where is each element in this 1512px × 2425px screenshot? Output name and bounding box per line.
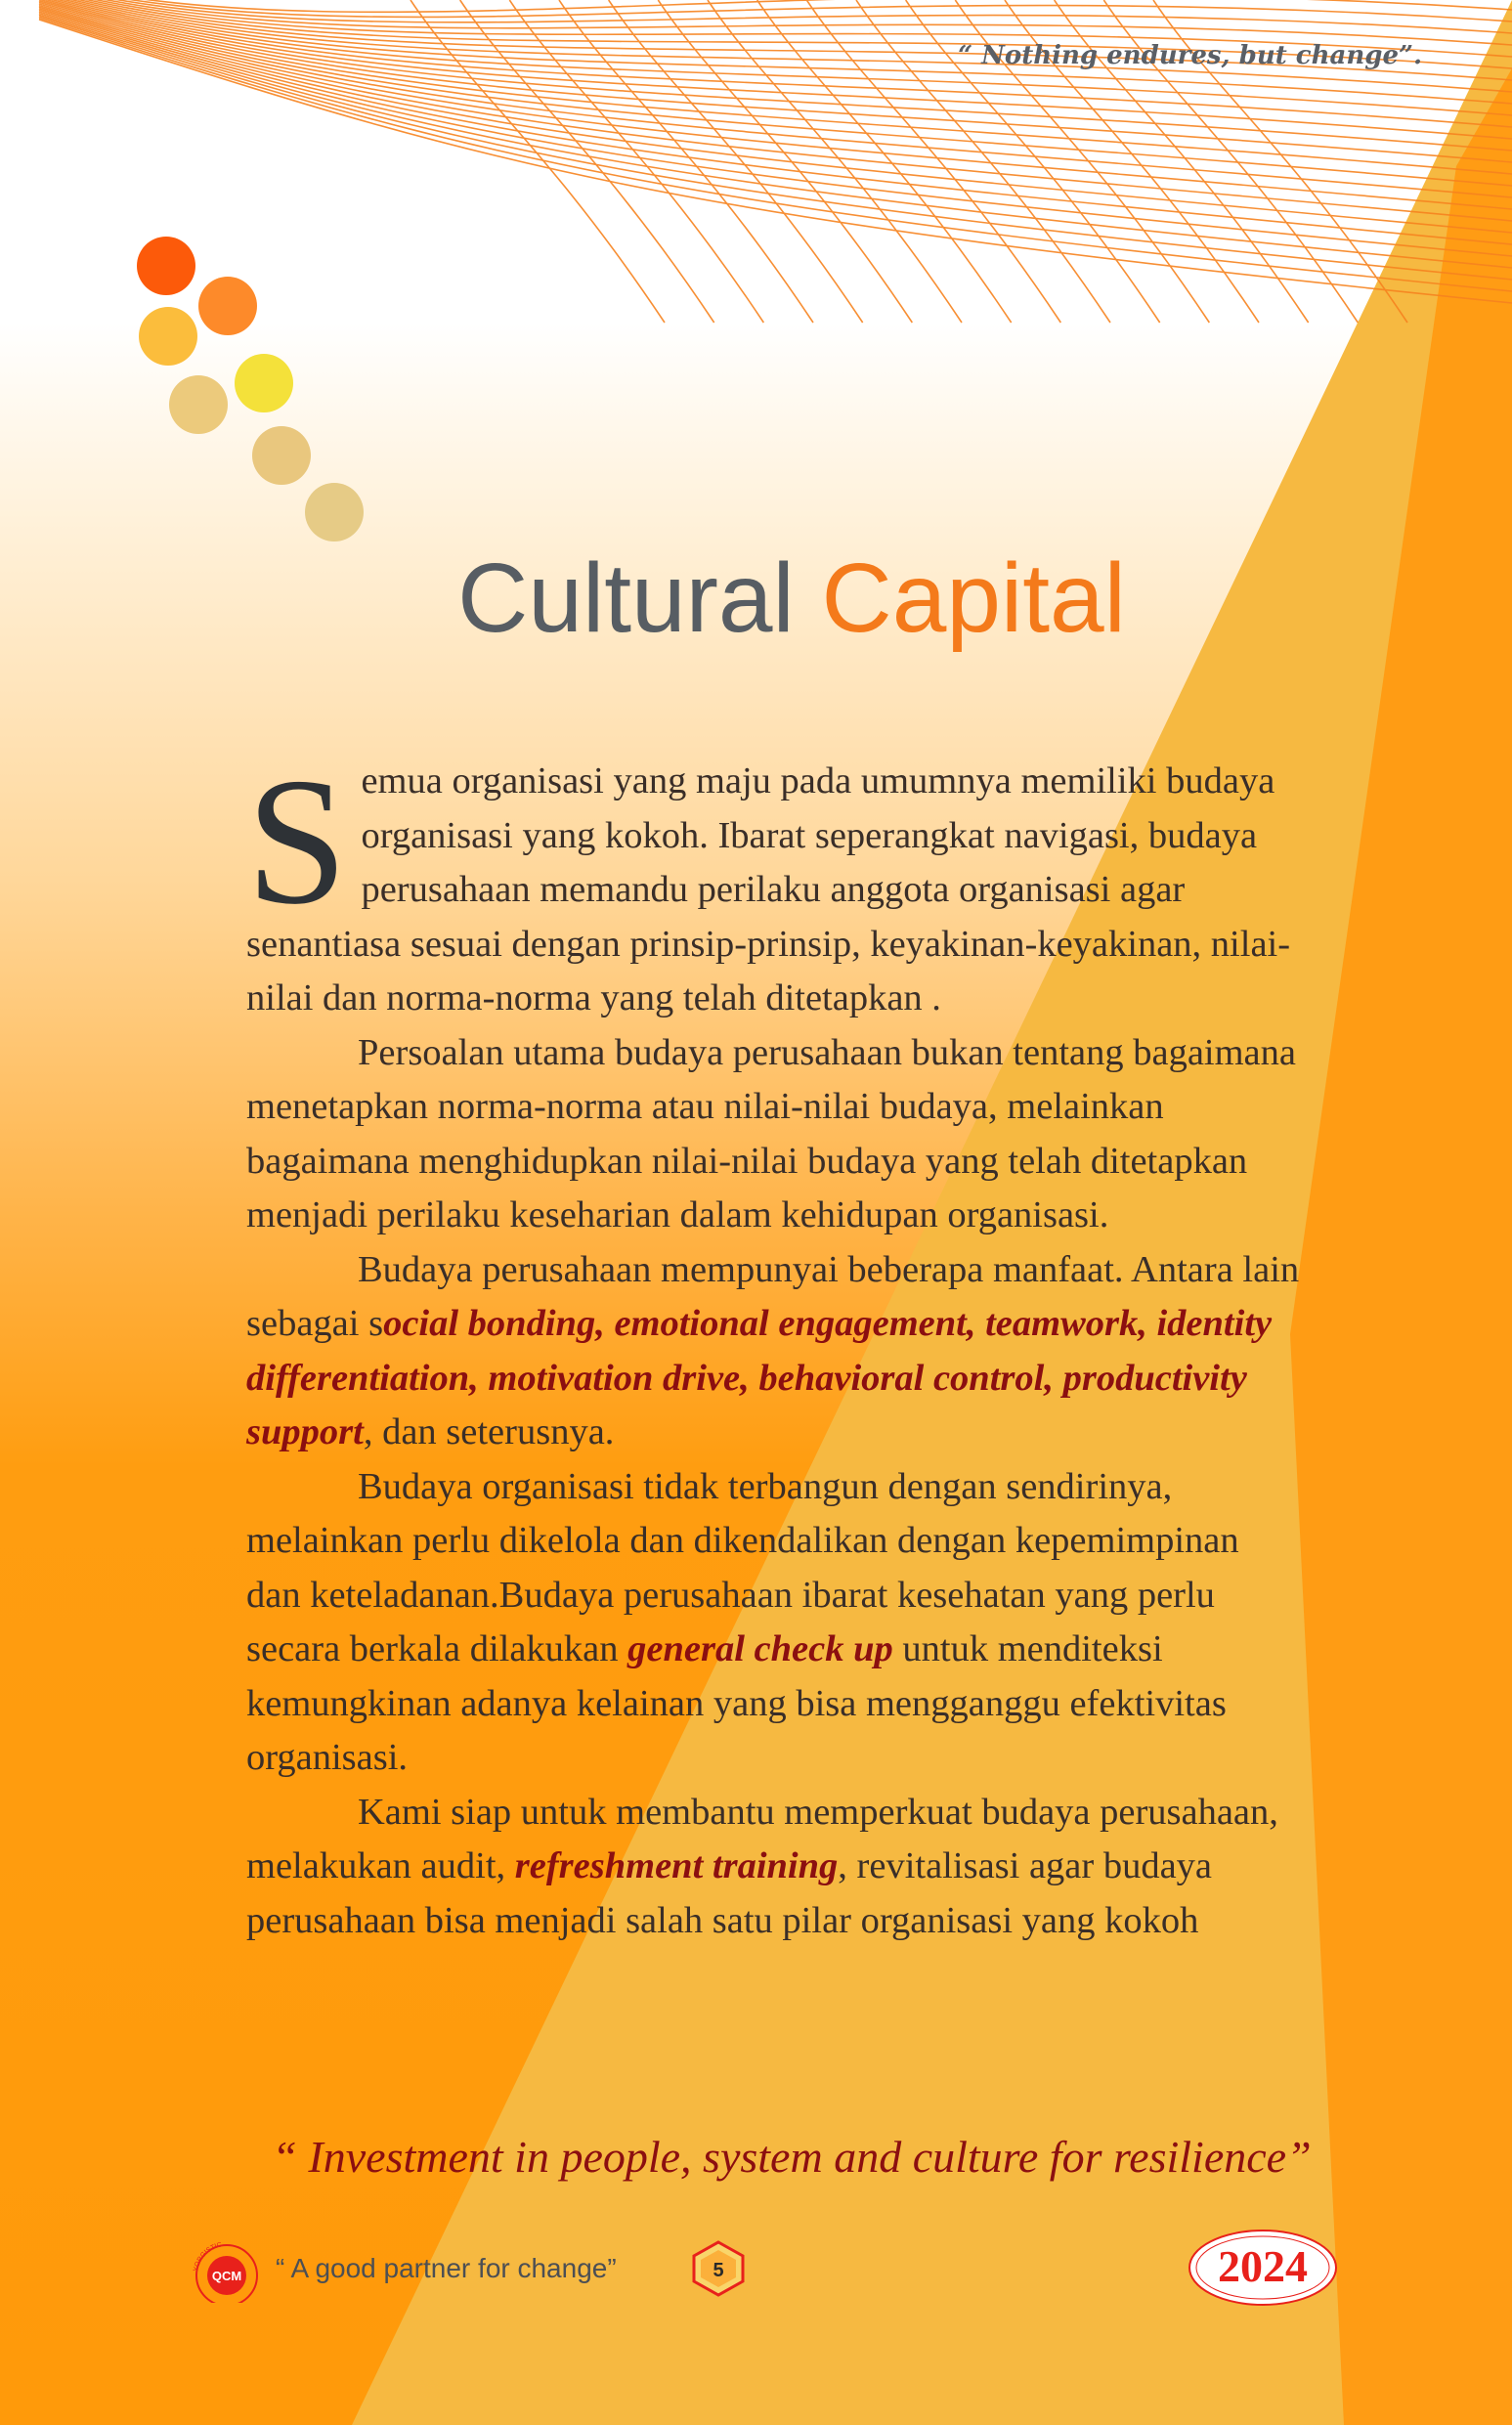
logo-text: QCM	[211, 2269, 242, 2283]
title-part-2: Capital	[821, 543, 1126, 653]
paragraph-3-emphasis: ocial bonding, emotional engagement, teamwork, identity differentiation, motivation drive, behavioral control, productivity support	[246, 1303, 1273, 1452]
page-number-badge	[689, 2239, 748, 2298]
wave-line	[39, 0, 1512, 33]
year-text-value: 2024	[1218, 2241, 1308, 2291]
paragraph-4-emphasis: general check up	[627, 1628, 893, 1669]
paragraph-3-tail: , dan seterusnya.	[363, 1411, 615, 1452]
header-quote: “ Nothing endures, but change”.	[958, 41, 1422, 70]
body-text	[246, 741, 1302, 1948]
year-badge	[1187, 2228, 1339, 2308]
year-text	[1218, 2241, 1308, 2291]
dot-5	[169, 375, 228, 434]
paragraph-5-emphasis: refreshment training	[514, 1845, 839, 1886]
page-title	[0, 540, 1512, 657]
paragraph-3-text: Budaya perusahaan mempunyai beberapa manfaat. Antara lain sebagai s	[246, 1248, 1300, 1344]
paragraph-5-tail: , revitalisasi agar budaya perusahaan bisa menjadi salah satu pilar organisasi yang kokoh	[246, 1845, 1213, 1941]
drop-cap: S	[246, 741, 348, 942]
dot-7	[305, 483, 364, 541]
qcm-logo	[188, 2238, 266, 2303]
title-part-1: Cultural	[457, 543, 795, 653]
logo-ring-text-path: YORGISTIC	[193, 2241, 223, 2273]
dot-2	[198, 277, 257, 335]
paragraph-4-text: Budaya organisasi tidak terbangun dengan sendirinya, melainkan perlu dikelola dan dikendalikan dengan kepemimpinan dan keteladanan.Budaya perusahaan ibarat kesehatan yang perlu secara berkala dilakukan	[246, 1465, 1239, 1669]
dots-decoration	[137, 237, 364, 541]
dot-6	[252, 426, 311, 485]
page-number: 5	[713, 2260, 724, 2281]
wave-line	[39, 4, 1512, 186]
paragraph-3	[246, 1243, 1302, 1460]
dot-3	[139, 307, 197, 366]
paragraph-5	[246, 1786, 1302, 1949]
dot-1	[137, 237, 195, 295]
paragraph-1-text: emua organisasi yang maju pada umumnya memiliki budaya organisasi yang kokoh. Ibarat seperangkat navigasi, budaya perusahaan memandu perilaku anggota organisasi agar senantiasa sesuai dengan prinsip-prinsip, keyakinan-keyakinan, nilai-nilai dan norma-norma yang telah ditetapkan .	[246, 760, 1291, 1018]
closing-quote: “ Investment in people, system and culture for resilience”	[272, 2132, 1312, 2182]
paragraph-2: Persoalan utama budaya perusahaan bukan tentang bagaimana menetapkan norma-norma atau nilai-nilai budaya, melainkan bagaimana menghidupkan nilai-nilai budaya yang telah ditetapkan menjadi perilaku keseharian dalam kehidupan organisasi.	[246, 1031, 1296, 1235]
paragraph-4	[246, 1460, 1302, 1786]
wave-line	[708, 0, 962, 323]
partner-slogan: “ A good partner for change”	[276, 2253, 617, 2283]
dot-4	[235, 354, 293, 412]
paragraph-1	[246, 741, 1302, 1026]
paragraph-4-tail: untuk menditeksi kemungkinan adanya kelainan yang bisa mengganggu efektivitas organisasi.	[246, 1628, 1227, 1778]
paragraph-5-text: Kami siap untuk membantu memperkuat budaya perusahaan, melakukan audit,	[246, 1791, 1278, 1886]
